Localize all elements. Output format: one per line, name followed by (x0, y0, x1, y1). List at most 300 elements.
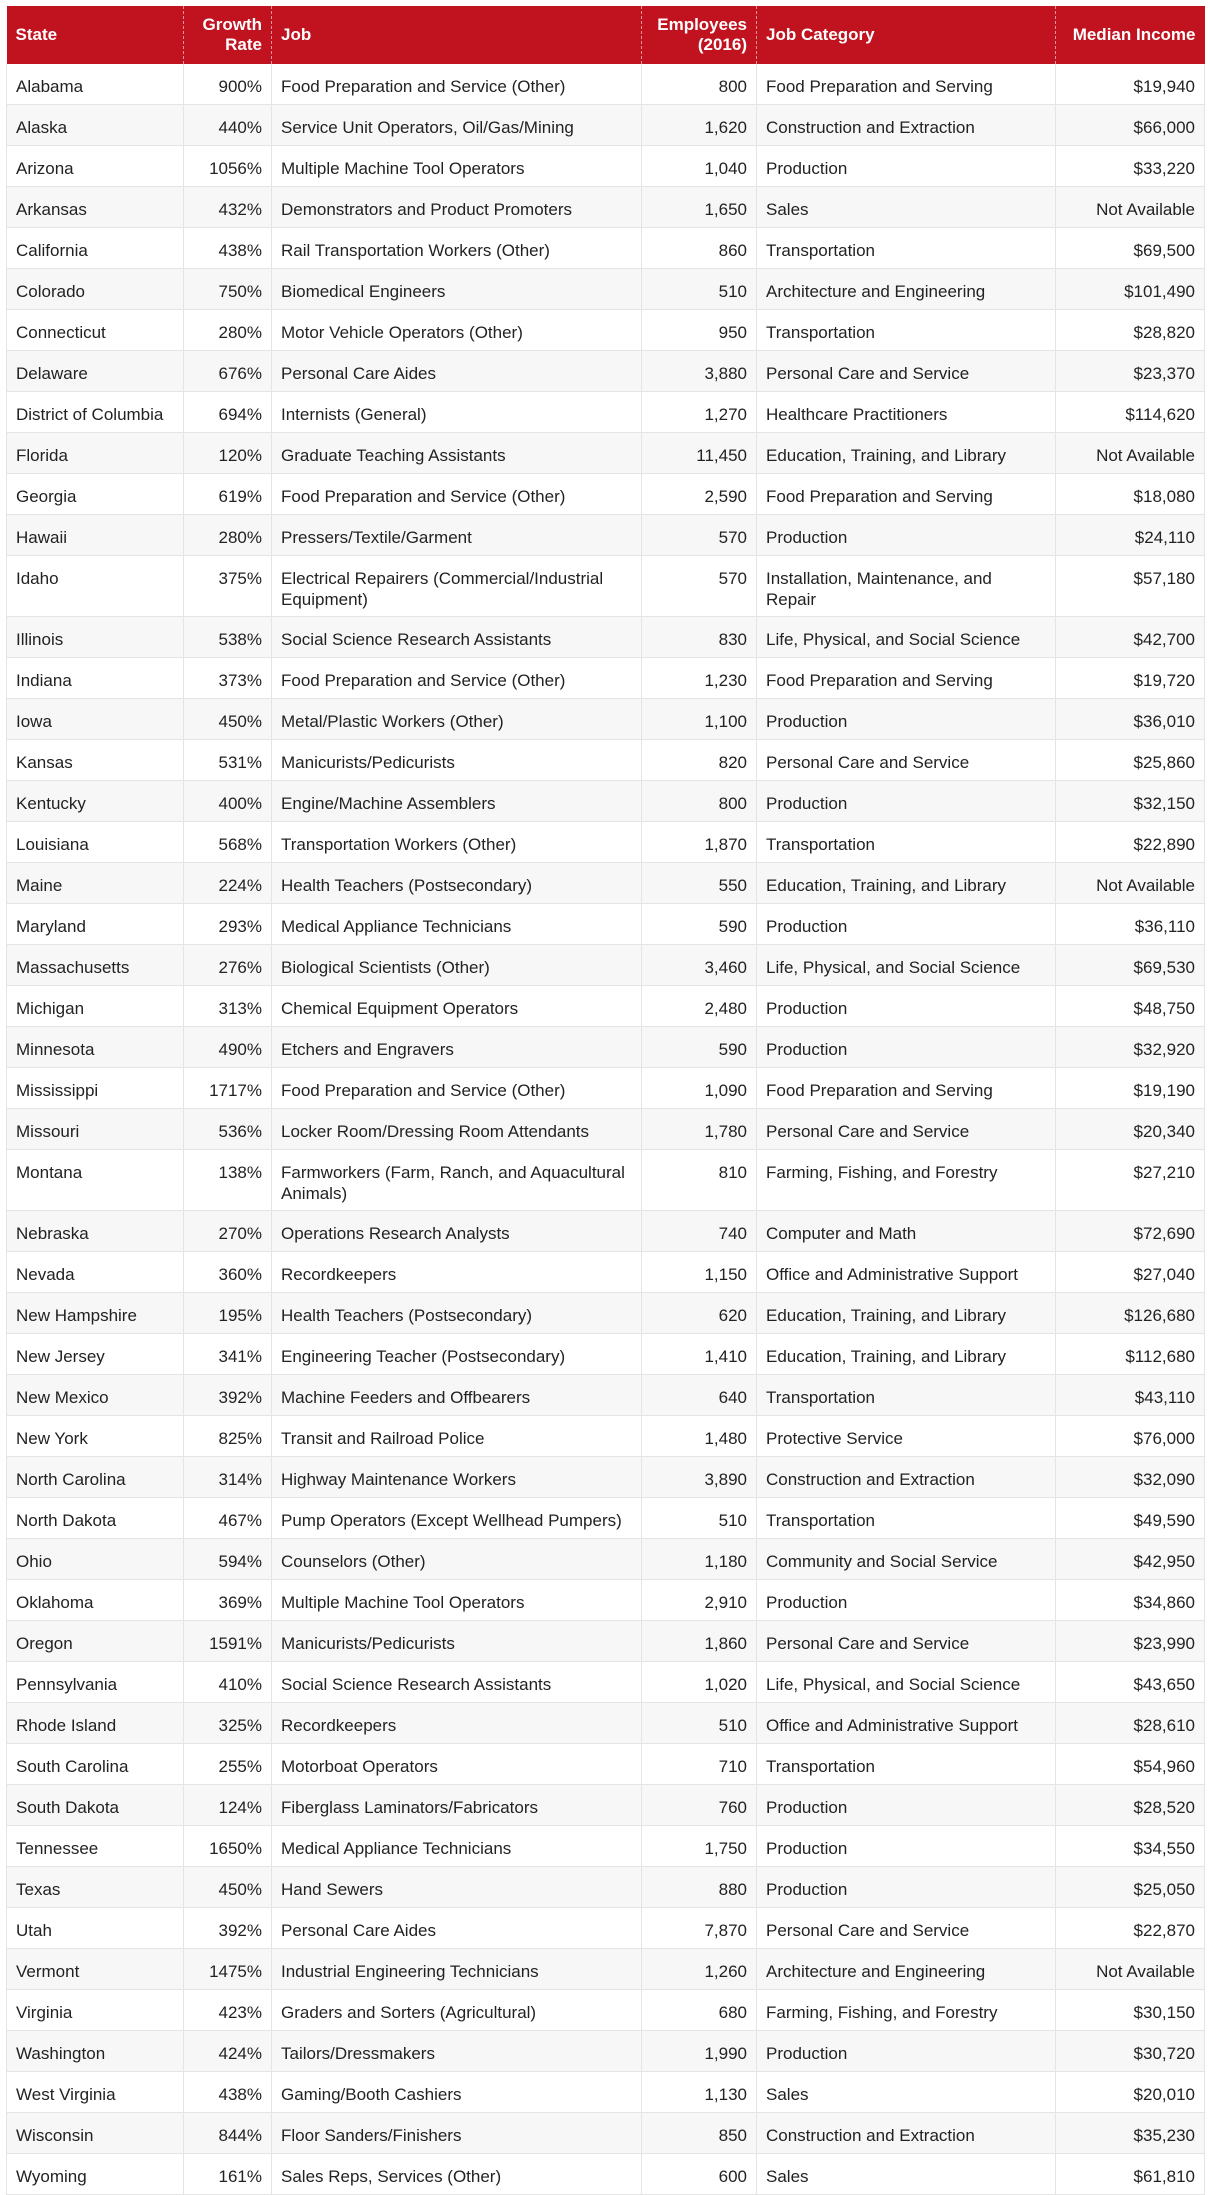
job-cell: Food Preparation and Service (Other) (272, 64, 642, 105)
median-income-cell: $76,000 (1056, 1416, 1205, 1457)
table-row (7, 1375, 1205, 1416)
job-category-cell: Transportation (757, 822, 1056, 863)
state-cell: New Jersey (7, 1334, 184, 1375)
employees-cell: 1,260 (642, 1949, 757, 1990)
job-category-cell: Transportation (757, 310, 1056, 351)
growth-rate-cell: 423% (184, 1990, 272, 2031)
median-income-cell: $101,490 (1056, 269, 1205, 310)
growth-rate-cell: 120% (184, 433, 272, 474)
state-cell: Louisiana (7, 822, 184, 863)
median-income-cell: $49,590 (1056, 1498, 1205, 1539)
employees-cell: 1,040 (642, 146, 757, 187)
job-category-cell: Architecture and Engineering (757, 269, 1056, 310)
state-cell: Kansas (7, 740, 184, 781)
job-category-cell: Transportation (757, 1744, 1056, 1785)
job-cell: Social Science Research Assistants (272, 617, 642, 658)
employees-cell: 860 (642, 228, 757, 269)
state-cell: North Carolina (7, 1457, 184, 1498)
median-income-cell: $69,530 (1056, 945, 1205, 986)
job-cell: Pressers/Textile/Garment (272, 515, 642, 556)
employees-cell: 3,460 (642, 945, 757, 986)
table-row (7, 863, 1205, 904)
employees-cell: 1,650 (642, 187, 757, 228)
growth-rate-cell: 844% (184, 2113, 272, 2154)
median-income-cell: $27,210 (1056, 1150, 1205, 1211)
median-income-cell: $36,010 (1056, 699, 1205, 740)
job-cell: Operations Research Analysts (272, 1211, 642, 1252)
employees-cell: 1,990 (642, 2031, 757, 2072)
table-row (7, 1662, 1205, 1703)
job-category-cell: Sales (757, 2154, 1056, 2195)
state-cell: Massachusetts (7, 945, 184, 986)
state-cell: Utah (7, 1908, 184, 1949)
job-category-cell: Personal Care and Service (757, 1621, 1056, 1662)
growth-rate-cell: 280% (184, 515, 272, 556)
state-cell: Alaska (7, 105, 184, 146)
job-cell: Food Preparation and Service (Other) (272, 658, 642, 699)
median-income-cell: $69,500 (1056, 228, 1205, 269)
employees-cell: 510 (642, 1703, 757, 1744)
state-cell: Georgia (7, 474, 184, 515)
median-income-cell: $33,220 (1056, 146, 1205, 187)
state-cell: Rhode Island (7, 1703, 184, 1744)
job-category-cell: Construction and Extraction (757, 105, 1056, 146)
growth-rate-cell: 392% (184, 1375, 272, 1416)
median-income-cell: $22,870 (1056, 1908, 1205, 1949)
median-income-cell: $57,180 (1056, 556, 1205, 617)
employees-cell: 590 (642, 1027, 757, 1068)
job-category-cell: Transportation (757, 1498, 1056, 1539)
employees-cell: 550 (642, 863, 757, 904)
job-category-cell: Production (757, 699, 1056, 740)
growth-rate-cell: 1056% (184, 146, 272, 187)
employees-cell: 590 (642, 904, 757, 945)
employees-cell: 1,860 (642, 1621, 757, 1662)
table-row (7, 1621, 1205, 1662)
growth-rate-cell: 195% (184, 1293, 272, 1334)
table-row (7, 1150, 1205, 1211)
table-row (7, 617, 1205, 658)
growth-rate-cell: 750% (184, 269, 272, 310)
state-cell: Hawaii (7, 515, 184, 556)
table-row (7, 658, 1205, 699)
state-cell: West Virginia (7, 2072, 184, 2113)
job-category-cell: Production (757, 146, 1056, 187)
growth-rate-cell: 490% (184, 1027, 272, 1068)
employees-cell: 7,870 (642, 1908, 757, 1949)
employees-cell: 1,150 (642, 1252, 757, 1293)
table-row (7, 392, 1205, 433)
employees-cell: 620 (642, 1293, 757, 1334)
median-income-cell: $42,700 (1056, 617, 1205, 658)
median-income-cell: Not Available (1056, 1949, 1205, 1990)
state-cell: Idaho (7, 556, 184, 617)
job-cell: Biomedical Engineers (272, 269, 642, 310)
state-cell: Oklahoma (7, 1580, 184, 1621)
header-growth-rate[interactable]: Growth Rate (184, 6, 272, 64)
table-row (7, 228, 1205, 269)
table-row (7, 1785, 1205, 1826)
growth-rate-cell: 276% (184, 945, 272, 986)
job-cell: Transit and Railroad Police (272, 1416, 642, 1457)
state-cell: New Hampshire (7, 1293, 184, 1334)
median-income-cell: $25,050 (1056, 1867, 1205, 1908)
table-row (7, 699, 1205, 740)
state-cell: Wisconsin (7, 2113, 184, 2154)
job-category-cell: Farming, Fishing, and Forestry (757, 1150, 1056, 1211)
employees-cell: 3,890 (642, 1457, 757, 1498)
growth-rate-cell: 255% (184, 1744, 272, 1785)
employees-cell: 1,480 (642, 1416, 757, 1457)
state-cell: Mississippi (7, 1068, 184, 1109)
table-row (7, 105, 1205, 146)
employees-cell: 2,590 (642, 474, 757, 515)
growth-rate-cell: 224% (184, 863, 272, 904)
growth-rate-cell: 438% (184, 228, 272, 269)
header-job-category[interactable]: Job Category (757, 6, 1056, 64)
growth-rate-cell: 369% (184, 1580, 272, 1621)
median-income-cell: $72,690 (1056, 1211, 1205, 1252)
table-row (7, 1027, 1205, 1068)
job-category-cell: Food Preparation and Serving (757, 1068, 1056, 1109)
state-cell: California (7, 228, 184, 269)
job-category-cell: Construction and Extraction (757, 2113, 1056, 2154)
job-category-cell: Production (757, 986, 1056, 1027)
employees-cell: 800 (642, 781, 757, 822)
growth-rate-cell: 400% (184, 781, 272, 822)
median-income-cell: $23,370 (1056, 351, 1205, 392)
employees-cell: 1,270 (642, 392, 757, 433)
state-cell: Wyoming (7, 2154, 184, 2195)
state-cell: Virginia (7, 1990, 184, 2031)
job-cell: Medical Appliance Technicians (272, 904, 642, 945)
job-cell: Food Preparation and Service (Other) (272, 474, 642, 515)
job-cell: Transportation Workers (Other) (272, 822, 642, 863)
table-row (7, 2031, 1205, 2072)
employees-cell: 600 (642, 2154, 757, 2195)
table-row (7, 1109, 1205, 1150)
employees-cell: 880 (642, 1867, 757, 1908)
employees-cell: 1,230 (642, 658, 757, 699)
table-row (7, 351, 1205, 392)
growth-rate-cell: 124% (184, 1785, 272, 1826)
growth-rate-cell: 825% (184, 1416, 272, 1457)
state-cell: Illinois (7, 617, 184, 658)
growth-rate-cell: 900% (184, 64, 272, 105)
job-category-cell: Food Preparation and Serving (757, 658, 1056, 699)
table-row (7, 556, 1205, 617)
employees-cell: 11,450 (642, 433, 757, 474)
job-cell: Graders and Sorters (Agricultural) (272, 1990, 642, 2031)
header-row (7, 6, 1205, 64)
table-row (7, 64, 1205, 105)
median-income-cell: Not Available (1056, 863, 1205, 904)
growth-rate-cell: 536% (184, 1109, 272, 1150)
job-category-cell: Education, Training, and Library (757, 1293, 1056, 1334)
table-row (7, 515, 1205, 556)
job-category-cell: Farming, Fishing, and Forestry (757, 1990, 1056, 2031)
table-row (7, 187, 1205, 228)
header-employees[interactable]: Employees (2016) (642, 6, 757, 64)
median-income-cell: Not Available (1056, 433, 1205, 474)
job-cell: Motor Vehicle Operators (Other) (272, 310, 642, 351)
median-income-cell: $43,650 (1056, 1662, 1205, 1703)
median-income-cell: $28,520 (1056, 1785, 1205, 1826)
job-category-cell: Sales (757, 187, 1056, 228)
job-cell: Health Teachers (Postsecondary) (272, 863, 642, 904)
growth-rate-cell: 594% (184, 1539, 272, 1580)
header-median-income[interactable]: Median Income (1056, 6, 1205, 64)
median-income-cell: $18,080 (1056, 474, 1205, 515)
median-income-cell: $25,860 (1056, 740, 1205, 781)
table-row (7, 1252, 1205, 1293)
employees-cell: 760 (642, 1785, 757, 1826)
median-income-cell: $32,090 (1056, 1457, 1205, 1498)
job-cell: Rail Transportation Workers (Other) (272, 228, 642, 269)
job-cell: Graduate Teaching Assistants (272, 433, 642, 474)
job-category-cell: Personal Care and Service (757, 351, 1056, 392)
growth-rate-cell: 568% (184, 822, 272, 863)
job-cell: Floor Sanders/Finishers (272, 2113, 642, 2154)
table-row (7, 310, 1205, 351)
job-cell: Hand Sewers (272, 1867, 642, 1908)
job-category-cell: Life, Physical, and Social Science (757, 1662, 1056, 1703)
growth-rate-cell: 1717% (184, 1068, 272, 1109)
job-category-cell: Life, Physical, and Social Science (757, 617, 1056, 658)
job-cell: Engine/Machine Assemblers (272, 781, 642, 822)
employees-cell: 3,880 (642, 351, 757, 392)
job-cell: Personal Care Aides (272, 1908, 642, 1949)
state-cell: Alabama (7, 64, 184, 105)
employees-cell: 1,130 (642, 2072, 757, 2113)
table-row (7, 781, 1205, 822)
state-cell: Oregon (7, 1621, 184, 1662)
median-income-cell: $43,110 (1056, 1375, 1205, 1416)
job-cell: Fiberglass Laminators/Fabricators (272, 1785, 642, 1826)
job-category-cell: Production (757, 1785, 1056, 1826)
employees-cell: 1,100 (642, 699, 757, 740)
job-cell: Medical Appliance Technicians (272, 1826, 642, 1867)
job-category-cell: Production (757, 1867, 1056, 1908)
state-cell: Maryland (7, 904, 184, 945)
header-job[interactable]: Job (272, 6, 642, 64)
table-row (7, 2154, 1205, 2195)
table-row (7, 1826, 1205, 1867)
job-cell: Social Science Research Assistants (272, 1662, 642, 1703)
growth-rate-cell: 280% (184, 310, 272, 351)
job-cell: Service Unit Operators, Oil/Gas/Mining (272, 105, 642, 146)
state-cell: Delaware (7, 351, 184, 392)
employees-cell: 1,090 (642, 1068, 757, 1109)
job-cell: Recordkeepers (272, 1252, 642, 1293)
state-cell: Montana (7, 1150, 184, 1211)
table-row (7, 146, 1205, 187)
median-income-cell: $19,940 (1056, 64, 1205, 105)
growth-rate-cell: 293% (184, 904, 272, 945)
growth-rate-cell: 619% (184, 474, 272, 515)
job-category-cell: Production (757, 515, 1056, 556)
job-category-cell: Office and Administrative Support (757, 1252, 1056, 1293)
employees-cell: 950 (642, 310, 757, 351)
job-cell: Chemical Equipment Operators (272, 986, 642, 1027)
job-category-cell: Construction and Extraction (757, 1457, 1056, 1498)
median-income-cell: $22,890 (1056, 822, 1205, 863)
job-cell: Internists (General) (272, 392, 642, 433)
employees-cell: 710 (642, 1744, 757, 1785)
growth-rate-cell: 270% (184, 1211, 272, 1252)
job-cell: Gaming/Booth Cashiers (272, 2072, 642, 2113)
job-cell: Personal Care Aides (272, 351, 642, 392)
job-category-cell: Food Preparation and Serving (757, 474, 1056, 515)
median-income-cell: $20,010 (1056, 2072, 1205, 2113)
table-row (7, 1498, 1205, 1539)
median-income-cell: $34,550 (1056, 1826, 1205, 1867)
growth-rate-cell: 138% (184, 1150, 272, 1211)
job-cell: Demonstrators and Product Promoters (272, 187, 642, 228)
growth-rate-cell: 440% (184, 105, 272, 146)
state-cell: Washington (7, 2031, 184, 2072)
state-cell: Connecticut (7, 310, 184, 351)
median-income-cell: $34,860 (1056, 1580, 1205, 1621)
state-cell: Maine (7, 863, 184, 904)
table-row (7, 822, 1205, 863)
table-row (7, 1949, 1205, 1990)
median-income-cell: $114,620 (1056, 392, 1205, 433)
median-income-cell: $30,720 (1056, 2031, 1205, 2072)
table-row (7, 1068, 1205, 1109)
growth-rate-cell: 392% (184, 1908, 272, 1949)
growth-rate-cell: 1591% (184, 1621, 272, 1662)
growth-rate-cell: 314% (184, 1457, 272, 1498)
employees-cell: 680 (642, 1990, 757, 2031)
job-cell: Multiple Machine Tool Operators (272, 1580, 642, 1621)
state-cell: Nebraska (7, 1211, 184, 1252)
job-cell: Etchers and Engravers (272, 1027, 642, 1068)
employees-cell: 740 (642, 1211, 757, 1252)
employees-cell: 830 (642, 617, 757, 658)
state-cell: Ohio (7, 1539, 184, 1580)
job-cell: Food Preparation and Service (Other) (272, 1068, 642, 1109)
median-income-cell: $112,680 (1056, 1334, 1205, 1375)
employees-cell: 800 (642, 64, 757, 105)
job-category-cell: Computer and Math (757, 1211, 1056, 1252)
job-category-cell: Production (757, 781, 1056, 822)
table-row (7, 1908, 1205, 1949)
job-cell: Counselors (Other) (272, 1539, 642, 1580)
table-row (7, 1703, 1205, 1744)
growth-rate-cell: 467% (184, 1498, 272, 1539)
growth-rate-cell: 375% (184, 556, 272, 617)
table-row (7, 986, 1205, 1027)
median-income-cell: $20,340 (1056, 1109, 1205, 1150)
median-income-cell: $36,110 (1056, 904, 1205, 945)
median-income-cell: $66,000 (1056, 105, 1205, 146)
employees-cell: 1,410 (642, 1334, 757, 1375)
employees-cell: 2,910 (642, 1580, 757, 1621)
job-cell: Tailors/Dressmakers (272, 2031, 642, 2072)
job-category-cell: Transportation (757, 1375, 1056, 1416)
job-cell: Sales Reps, Services (Other) (272, 2154, 642, 2195)
table-row (7, 1990, 1205, 2031)
employees-cell: 570 (642, 556, 757, 617)
growth-rate-cell: 373% (184, 658, 272, 699)
job-cell: Manicurists/Pedicurists (272, 1621, 642, 1662)
table-row (7, 740, 1205, 781)
growth-rate-cell: 538% (184, 617, 272, 658)
job-cell: Metal/Plastic Workers (Other) (272, 699, 642, 740)
median-income-cell: $19,720 (1056, 658, 1205, 699)
job-category-cell: Installation, Maintenance, and Repair (757, 556, 1056, 617)
employees-cell: 2,480 (642, 986, 757, 1027)
growth-rate-cell: 325% (184, 1703, 272, 1744)
state-cell: Texas (7, 1867, 184, 1908)
job-category-cell: Healthcare Practitioners (757, 392, 1056, 433)
median-income-cell: $32,920 (1056, 1027, 1205, 1068)
median-income-cell: $30,150 (1056, 1990, 1205, 2031)
job-cell: Electrical Repairers (Commercial/Industrial Equipment) (272, 556, 642, 617)
state-cell: Indiana (7, 658, 184, 699)
job-cell: Health Teachers (Postsecondary) (272, 1293, 642, 1334)
job-category-cell: Education, Training, and Library (757, 863, 1056, 904)
table-row (7, 1416, 1205, 1457)
growth-rate-cell: 438% (184, 2072, 272, 2113)
median-income-cell: $35,230 (1056, 2113, 1205, 2154)
job-category-cell: Protective Service (757, 1416, 1056, 1457)
median-income-cell: $42,950 (1056, 1539, 1205, 1580)
state-cell: Michigan (7, 986, 184, 1027)
job-cell: Engineering Teacher (Postsecondary) (272, 1334, 642, 1375)
state-cell: South Dakota (7, 1785, 184, 1826)
table-row (7, 1293, 1205, 1334)
table-row (7, 433, 1205, 474)
growth-rate-cell: 676% (184, 351, 272, 392)
table-row (7, 904, 1205, 945)
job-category-cell: Community and Social Service (757, 1539, 1056, 1580)
state-cell: Nevada (7, 1252, 184, 1293)
header-state[interactable]: State (7, 6, 184, 64)
median-income-cell: $23,990 (1056, 1621, 1205, 1662)
growth-rate-cell: 450% (184, 1867, 272, 1908)
employees-cell: 810 (642, 1150, 757, 1211)
employees-cell: 1,780 (642, 1109, 757, 1150)
table-row (7, 2113, 1205, 2154)
employees-cell: 850 (642, 2113, 757, 2154)
job-cell: Locker Room/Dressing Room Attendants (272, 1109, 642, 1150)
employees-cell: 510 (642, 1498, 757, 1539)
job-cell: Machine Feeders and Offbearers (272, 1375, 642, 1416)
state-cell: Tennessee (7, 1826, 184, 1867)
state-cell: New York (7, 1416, 184, 1457)
job-category-cell: Transportation (757, 228, 1056, 269)
median-income-cell: $27,040 (1056, 1252, 1205, 1293)
employees-cell: 640 (642, 1375, 757, 1416)
job-category-cell: Personal Care and Service (757, 740, 1056, 781)
median-income-cell: $28,610 (1056, 1703, 1205, 1744)
growth-rate-cell: 341% (184, 1334, 272, 1375)
job-cell: Motorboat Operators (272, 1744, 642, 1785)
job-category-cell: Production (757, 1826, 1056, 1867)
table-row (7, 2072, 1205, 2113)
state-cell: District of Columbia (7, 392, 184, 433)
job-category-cell: Production (757, 904, 1056, 945)
median-income-cell: $54,960 (1056, 1744, 1205, 1785)
job-cell: Biological Scientists (Other) (272, 945, 642, 986)
table-row (7, 1580, 1205, 1621)
job-category-cell: Personal Care and Service (757, 1908, 1056, 1949)
employees-cell: 570 (642, 515, 757, 556)
job-cell: Manicurists/Pedicurists (272, 740, 642, 781)
state-cell: Pennsylvania (7, 1662, 184, 1703)
